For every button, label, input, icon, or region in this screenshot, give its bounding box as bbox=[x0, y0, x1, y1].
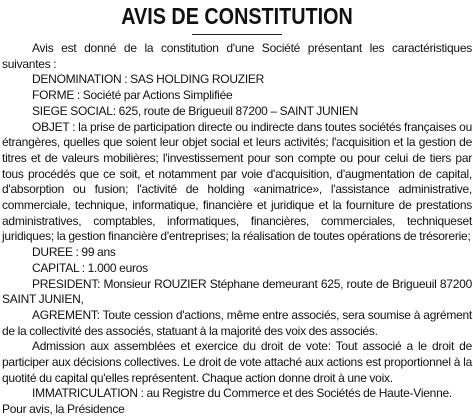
objet-paragraph: OBJET : la prise de participation directe ou indirecte dans toutes sociétés françaises ou étrangères, quelles que soient leur objet social et leurs activités; l'acquisition et la gestion de titres et de valeurs mobilières; l'investissement pour son compte ou pour celui de tiers par tous procédés que ce soit, et notamment par voie d'acquisition, d'augmentation de capital, d'absorption ou fusion; l'activité de holding «animatrice», l'assistance administrative, commerciale, technique, informatique, financière et juridique et la fourniture de prestations administratives, comptables, informatiques, financières, commerciales, techniqueset juridiques; la gestion financière d'entreprises; la réalisation de toutes opérations de trésorerie; bbox=[2, 119, 472, 244]
immatriculation-line: IMMATRICULATION : au Registre du Commerce et des Sociétés de Haute-Vienne. bbox=[32, 386, 453, 401]
admission-paragraph: Admission aux assemblées et exercice du droit de vote: Tout associé a le droit de participer aux décisions collectives. Le droit de vote attaché aux actions est proportionnel à la quotité du capital qu'elles représentent. Chaque action donne droit à une voix. bbox=[2, 339, 472, 385]
siege-social-line: SIEGE SOCIAL: 625, route de Brigueuil 87200 – SAINT JUNIEN bbox=[32, 103, 359, 118]
notice-body bbox=[2, 41, 472, 418]
title-divider bbox=[192, 34, 282, 35]
agrement-paragraph: AGREMENT: Toute cession d'actions, même entre associés, sera soumise à agrément de la collectivité des associés, statuant à la majorité des voix des associés. bbox=[2, 307, 472, 338]
forme-line: FORME : Société par Actions Simplifiée bbox=[32, 88, 233, 103]
intro-paragraph: Avis est donné de la constitution d'une Société présentant les caractéristiques suivantes : bbox=[2, 41, 472, 71]
notice-title: AVIS DE CONSTITUTION bbox=[121, 3, 353, 29]
denomination-line: DENOMINATION : SAS HOLDING ROUZIER bbox=[32, 72, 265, 87]
capital-line: CAPITAL : 1.000 euros bbox=[32, 260, 148, 275]
duree-line: DUREE : 99 ans bbox=[32, 245, 116, 260]
signature-line: Pour avis, la Présidence bbox=[2, 402, 125, 417]
president-paragraph: PRESIDENT: Monsieur ROUZIER Stéphane demeurant 625, route de Brigueuil 87200 SAINT JUNIEN, bbox=[2, 276, 472, 307]
